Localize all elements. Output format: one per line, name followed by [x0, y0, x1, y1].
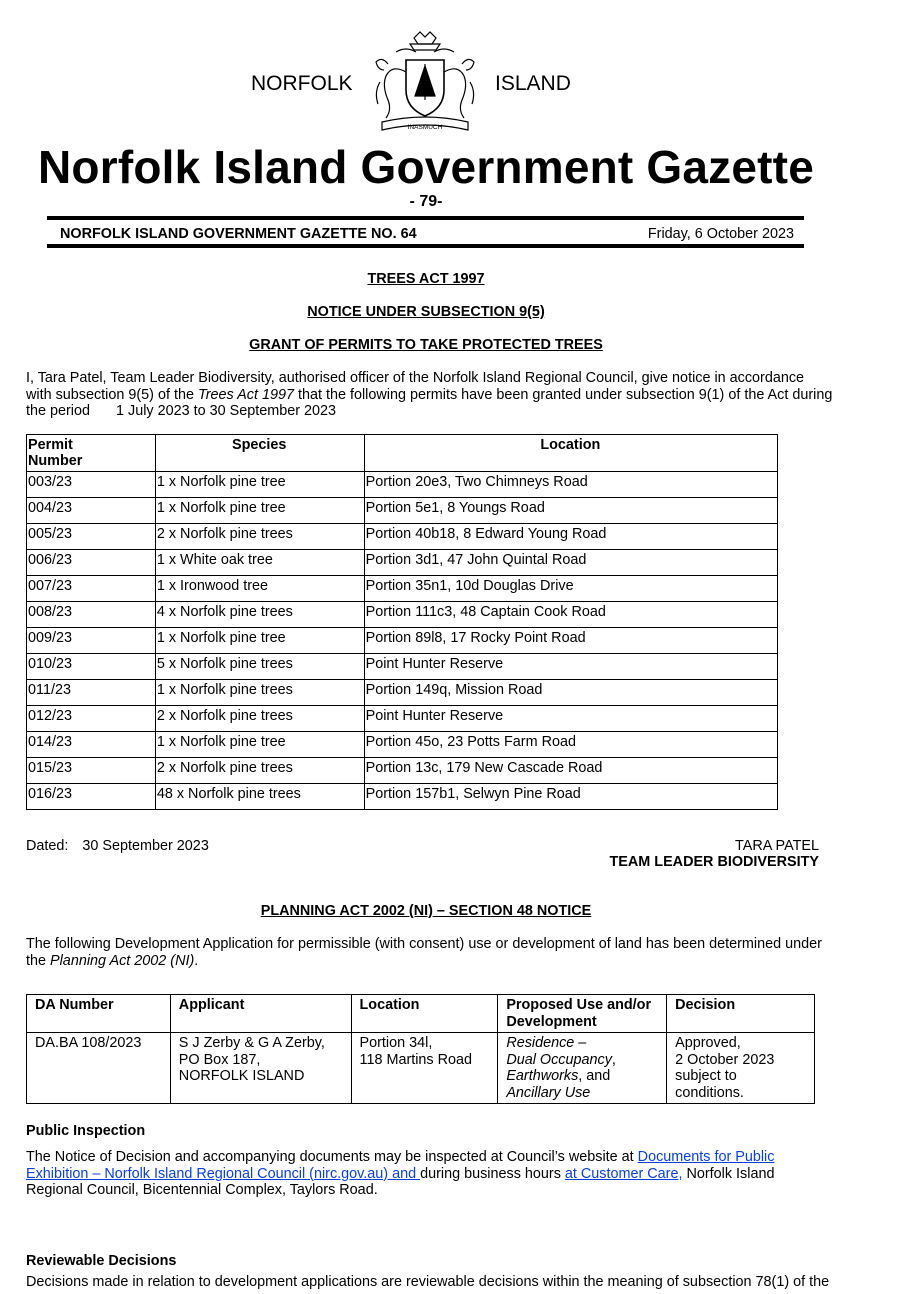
reviewable-decisions-paragraph: Decisions made in relation to development applications are reviewable decisions within the meaning of subsection 78(1) of the	[26, 1274, 830, 1290]
column-header-location: Location	[364, 435, 777, 472]
cell-applicant: S J Zerby & G A Zerby, PO Box 187, NORFOLK ISLAND	[170, 1033, 351, 1104]
cell-species: 2 x Norfolk pine trees	[155, 758, 364, 784]
table-row	[27, 602, 778, 628]
notice-subsection-heading: NOTICE UNDER SUBSECTION 9(5)	[307, 304, 545, 320]
column-header-species: Species	[155, 435, 364, 472]
cell-proposed-use: Residence – Dual Occupancy, Earthworks, and Ancillary Use	[498, 1033, 667, 1104]
table-row	[27, 784, 778, 810]
cell-species: 1 x Norfolk pine trees	[155, 680, 364, 706]
page-number: - 79-	[409, 193, 443, 210]
dated-line: Dated: 30 September 2023	[26, 838, 209, 854]
cell-species: 1 x White oak tree	[155, 550, 364, 576]
cell-permit-number: 008/23	[27, 602, 156, 628]
cell-location: Portion 89l8, 17 Rocky Point Road	[364, 628, 777, 654]
cell-species: 1 x Norfolk pine tree	[155, 498, 364, 524]
signatory-title: TEAM LEADER BIODIVERSITY	[609, 854, 819, 870]
table-row	[27, 1033, 815, 1104]
cell-permit-number: 010/23	[27, 654, 156, 680]
cell-location: Portion 157b1, Selwyn Pine Road	[364, 784, 777, 810]
cell-species: 5 x Norfolk pine trees	[155, 654, 364, 680]
cell-species: 1 x Norfolk pine tree	[155, 628, 364, 654]
cell-species: 48 x Norfolk pine trees	[155, 784, 364, 810]
table-row	[27, 680, 778, 706]
gazette-title: Norfolk Island Government Gazette	[38, 141, 814, 193]
cell-location: Portion 3d1, 47 John Quintal Road	[364, 550, 777, 576]
cell-location: Portion 34l, 118 Martins Road	[351, 1033, 498, 1104]
cell-species: 1 x Ironwood tree	[155, 576, 364, 602]
cell-location: Portion 20e3, Two Chimneys Road	[364, 472, 777, 498]
table-header-row	[27, 995, 815, 1033]
column-header-applicant: Applicant	[170, 995, 351, 1033]
cell-location: Point Hunter Reserve	[364, 654, 777, 680]
cell-location: Portion 45o, 23 Potts Farm Road	[364, 732, 777, 758]
table-row	[27, 576, 778, 602]
customer-care-link[interactable]: at Customer Care,	[564, 1165, 683, 1182]
trees-intro-paragraph: I, Tara Patel, Team Leader Biodiversity, authorised officer of the Norfolk Island Regional Council, give notice in accordance with subsection 9(5) of the Trees Act 1997 that the following permits have been granted under subsection 9(1) of the Act during the period 1 July 2023 to 30 September 2023	[26, 370, 833, 419]
public-inspection-paragraph: The Notice of Decision and accompanying documents may be inspected at Council’s website at Documents for Public Exhibition – Norfolk Island Regional Council (nirc.gov.au) and during business hours at Customer Care, Norfolk Island Regional Council, Bicentennial Complex, Taylors Road.	[26, 1149, 775, 1198]
signatory-name: TARA PATEL	[735, 838, 819, 854]
column-header-location: Location	[351, 995, 498, 1033]
table-row	[27, 732, 778, 758]
documents-public-exhibition-link[interactable]: Documents for Public	[637, 1149, 775, 1165]
cell-species: 4 x Norfolk pine trees	[155, 602, 364, 628]
cell-species: 2 x Norfolk pine trees	[155, 706, 364, 732]
gazette-number: NORFOLK ISLAND GOVERNMENT GAZETTE NO. 64	[60, 226, 417, 242]
cell-permit-number: 015/23	[27, 758, 156, 784]
cell-permit-number: 003/23	[27, 472, 156, 498]
column-header-da-number: DA Number	[27, 995, 171, 1033]
cell-species: 1 x Norfolk pine tree	[155, 732, 364, 758]
table-row	[27, 472, 778, 498]
column-header-permit-number: PermitNumber	[27, 435, 156, 472]
cell-location: Portion 35n1, 10d Douglas Drive	[364, 576, 777, 602]
cell-permit-number: 011/23	[27, 680, 156, 706]
masthead-left-word: NORFOLK	[251, 72, 353, 95]
cell-species: 2 x Norfolk pine trees	[155, 524, 364, 550]
table-row	[27, 628, 778, 654]
table-row	[27, 550, 778, 576]
public-inspection-heading: Public Inspection	[26, 1123, 146, 1139]
table-row	[27, 498, 778, 524]
cell-location: Portion 13c, 179 New Cascade Road	[364, 758, 777, 784]
cell-location: Portion 111c3, 48 Captain Cook Road	[364, 602, 777, 628]
cell-permit-number: 007/23	[27, 576, 156, 602]
reviewable-decisions-heading: Reviewable Decisions	[26, 1253, 177, 1269]
planning-intro-paragraph: The following Development Application for permissible (with consent) use or development of land has been determined under the Planning Act 2002 (NI).	[26, 936, 822, 969]
table-row	[27, 654, 778, 680]
table-row	[27, 524, 778, 550]
cell-permit-number: 016/23	[27, 784, 156, 810]
header-rule-bottom	[47, 244, 804, 248]
table-header-row	[27, 435, 778, 472]
cell-permit-number: 004/23	[27, 498, 156, 524]
cell-location: Portion 5e1, 8 Youngs Road	[364, 498, 777, 524]
table-row	[27, 758, 778, 784]
gazette-date: Friday, 6 October 2023	[647, 226, 794, 242]
cell-permit-number: 012/23	[27, 706, 156, 732]
cell-permit-number: 005/23	[27, 524, 156, 550]
coat-of-arms-icon	[366, 30, 484, 136]
permits-table	[26, 434, 778, 810]
cell-permit-number: 009/23	[27, 628, 156, 654]
svg-text:INASMUCH: INASMUCH	[407, 124, 443, 131]
signature-block	[610, 838, 819, 870]
documents-public-exhibition-link-continued[interactable]: Exhibition – Norfolk Island Regional Council (nirc.gov.au) and	[26, 1165, 421, 1182]
cell-location: Portion 149q, Mission Road	[364, 680, 777, 706]
development-application-table	[26, 994, 815, 1104]
column-header-proposed-use: Proposed Use and/or Development	[498, 995, 667, 1033]
header-rule-top	[47, 216, 804, 220]
cell-permit-number: 014/23	[27, 732, 156, 758]
grant-permits-heading: GRANT OF PERMITS TO TAKE PROTECTED TREES	[249, 337, 603, 353]
cell-decision: Approved, 2 October 2023 subject to conditions.	[667, 1033, 815, 1104]
cell-species: 1 x Norfolk pine tree	[155, 472, 364, 498]
cell-permit-number: 006/23	[27, 550, 156, 576]
cell-da-number: DA.BA 108/2023	[27, 1033, 171, 1104]
trees-act-heading: TREES ACT 1997	[367, 271, 485, 287]
column-header-decision: Decision	[667, 995, 815, 1033]
masthead-right-word: ISLAND	[495, 72, 571, 95]
planning-act-heading: PLANNING ACT 2002 (NI) – SECTION 48 NOTICE	[260, 903, 592, 919]
table-row	[27, 706, 778, 732]
cell-location: Point Hunter Reserve	[364, 706, 777, 732]
cell-location: Portion 40b18, 8 Edward Young Road	[364, 524, 777, 550]
